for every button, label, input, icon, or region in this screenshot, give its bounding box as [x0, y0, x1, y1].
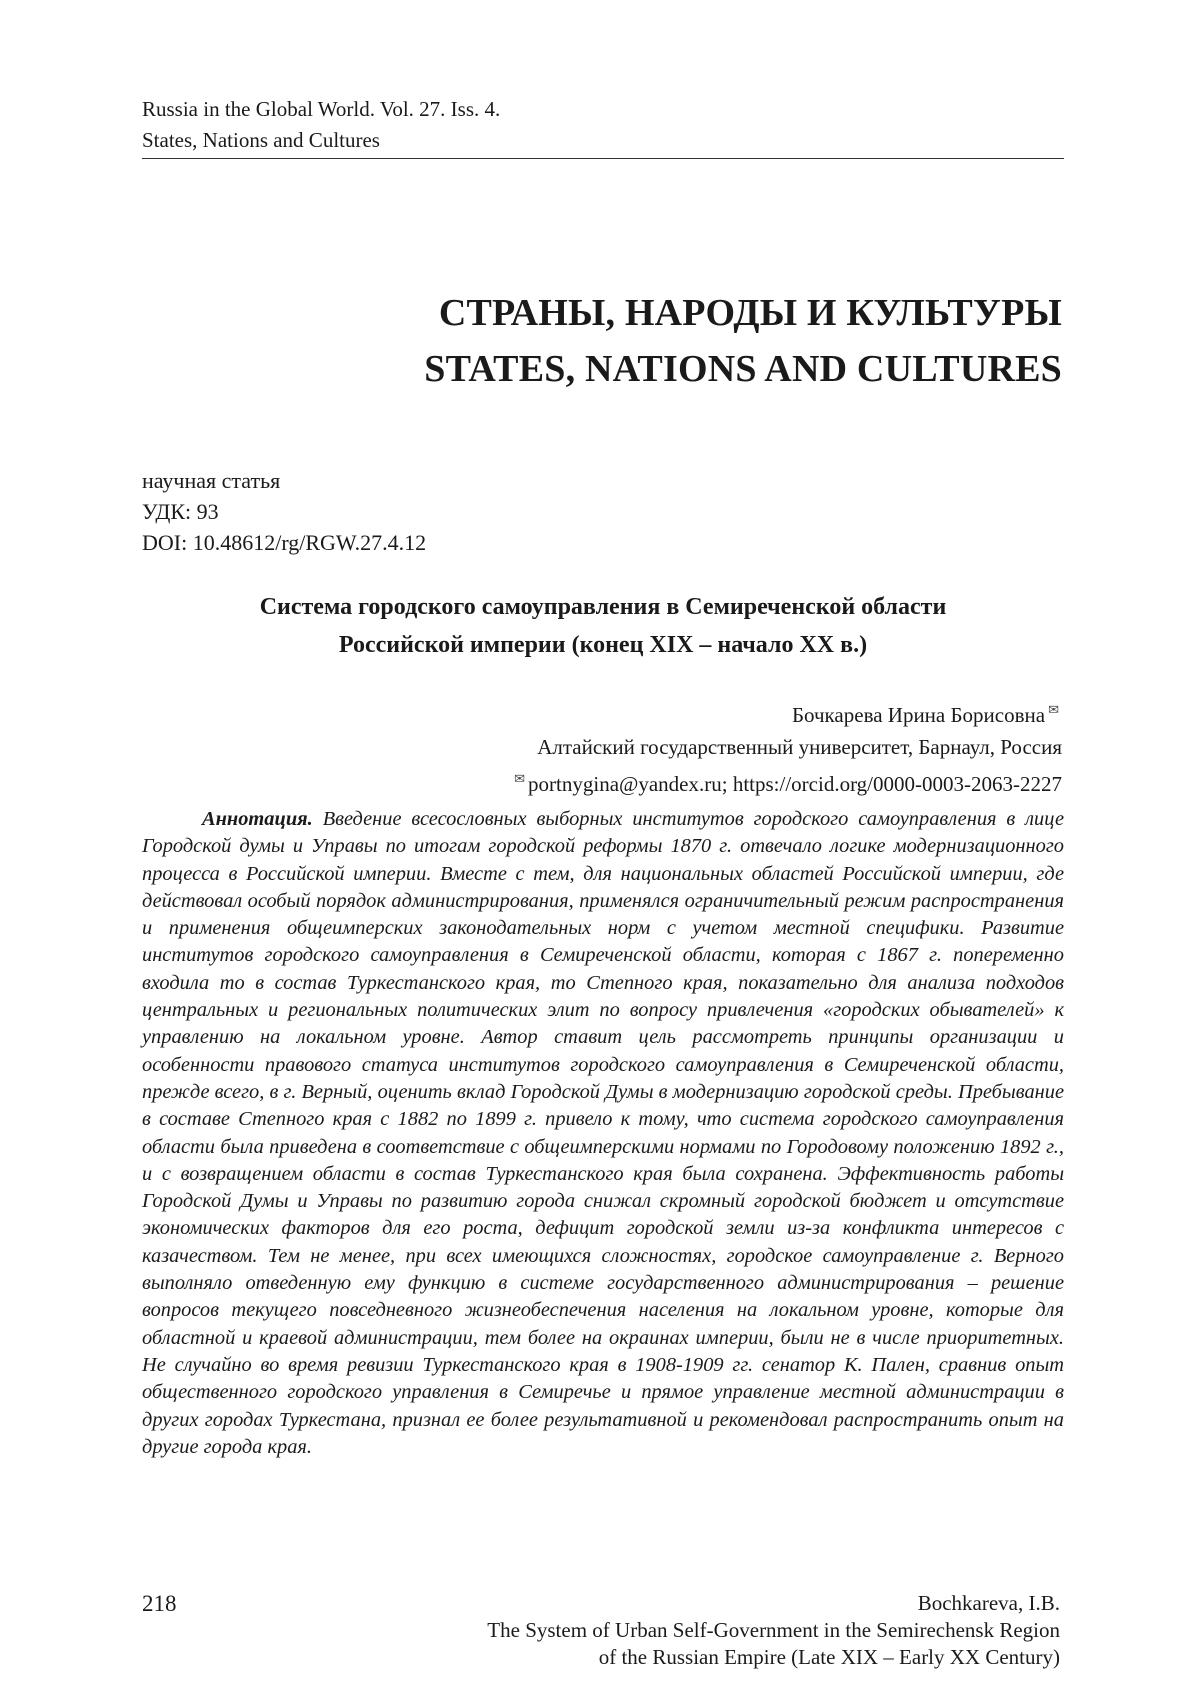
author-name-row — [511, 694, 1062, 731]
author-name: Бочкарева Ирина Борисовна — [791, 703, 1046, 727]
article-meta — [142, 465, 426, 558]
journal-issue-line: Russia in the Global World. Vol. 27. Iss. 4. — [142, 97, 501, 121]
citation-author: Bochkareva, I.B. — [917, 1591, 1060, 1615]
section-title-ru: СТРАНЫ, НАРОДЫ И КУЛЬТУРЫ — [438, 292, 1062, 334]
envelope-icon: ✉ — [1048, 702, 1059, 717]
document-page — [142, 0, 1064, 1697]
author-affiliation: Алтайский государственный университет, Барнаул, Россия — [537, 735, 1062, 759]
doi: DOI: 10.48612/rg/RGW.27.4.12 — [142, 530, 427, 555]
article-title-line-2: Российской империи (конец XIX – начало XX в.) — [338, 632, 868, 658]
envelope-icon: ✉ — [514, 771, 526, 786]
author-contacts: portnygina@yandex.ru; https://orcid.org/0000-0003-2063-2227 — [528, 772, 1062, 796]
article-title — [142, 588, 1064, 664]
citation-title-line-2: of the Russian Empire (Late XIX – Early XX Century) — [598, 1645, 1060, 1669]
citation-title-line-1: The System of Urban Self-Government in the Semirechensk Region — [487, 1618, 1060, 1642]
section-title — [424, 285, 1062, 397]
article-title-line-1: Система городского самоуправления в Семиреченской области — [259, 594, 947, 620]
running-header — [142, 94, 1064, 159]
page-number: 218 — [142, 1591, 177, 1616]
article-type: научная статья — [142, 468, 281, 493]
udk-code: УДК: 93 — [142, 499, 219, 524]
abstract — [142, 806, 1064, 1461]
author-block — [511, 694, 1062, 800]
author-contacts-row — [511, 763, 1062, 800]
abstract-text: Введение всесословных выборных институтов городского самоуправления в лице Городской думы и Управы по итогам городской реформы 1870 г. отвечало логике модернизационного процесса в Российской империи. Вместе с тем, для национальных областей Российской империи, где действовал особый порядок администрирования, применялся ограничительный режим распространения и применения общеимперских законодательных норм с учетом местной специфики. Развитие институтов городского самоуправления в Семиреченской области, которая с 1867 г. попеременно входила то в состав Туркестанского края, то Степного края, показательно для анализа подходов центральных и региональных политических элит по вопросу привлечения «городских обывателей» к управлению на локальном уровне. Автор ставит цель рассмотреть принципы организации и особенности правового статуса институтов городского самоуправления в Семиреченской области, прежде всего, в г. Верный, оценить вклад Городской Думы в модернизацию городской среды. Пребывание в составе Степного края с 1882 по 1899 г. привело к тому, что система городского самоуправления области была приведена в соответствие с общеимперскими нормами по Городовому положению 1892 г., и с возвращением области в состав Туркестанского края была сохранена. Эффективность работы Городской Думы и Управы по развитию города снижал скромный городской бюджет и отсутствие экономических факторов для его роста, дефицит городской земли из-за конфликта интересов с казачеством. Тем не менее, при всех имеющихся сложностях, городское самоуправление г. Верного выполняло отведенную ему функцию в системе государственного администрирования – решение вопросов текущего повседневного жизнеобеспечения населения на локальном уровне, которые для областной и краевой администрации, тем более на окраинах империи, были не в числе приоритетных. Не случайно во время ревизии Туркестанского края в 1908-1909 гг. сенатор К. Пален, сравнив опыт общественного городского управления в Семиречье и прямое управление местной администрации в других городах Туркестана, признал ее более результативной и рекомендовал распространить опыт на другие города края. — [142, 808, 1064, 1458]
footer-citation — [487, 1590, 1060, 1671]
abstract-label: Аннотация. — [202, 808, 313, 830]
journal-section-line: States, Nations and Cultures — [142, 128, 380, 152]
section-title-en: STATES, NATIONS AND CULTURES — [424, 348, 1062, 390]
